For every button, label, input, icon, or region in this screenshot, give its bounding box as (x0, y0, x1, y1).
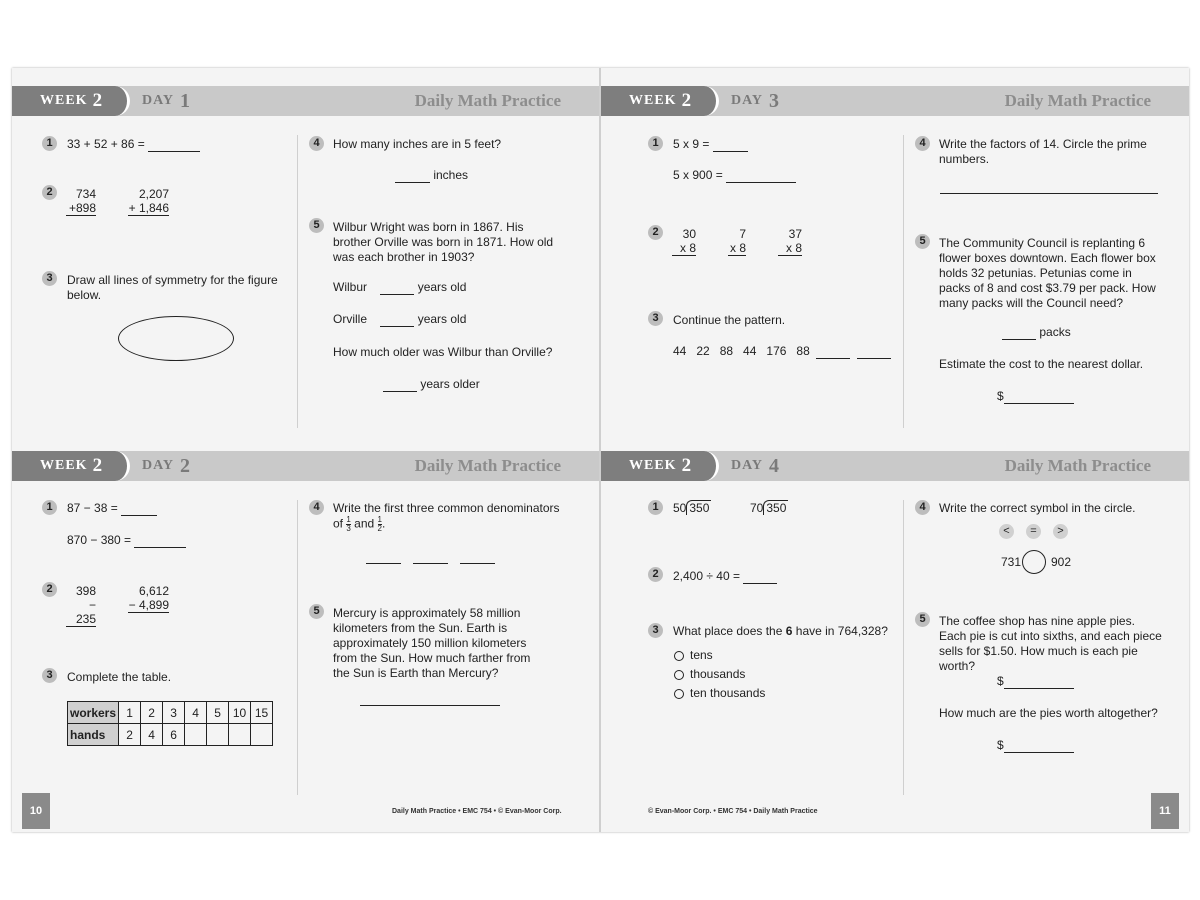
numerator: 1 (346, 515, 351, 524)
week-number: 2 (681, 90, 693, 111)
divisor: 50 (673, 501, 687, 515)
table-cell-empty[interactable] (207, 724, 229, 746)
question-number: 4 (915, 136, 930, 151)
compare-left-number: 731 (1001, 555, 1022, 569)
question-text: 33 + 52 + 86 = (67, 137, 145, 151)
highlighted-digit: 6 (785, 624, 793, 638)
question-number: 2 (648, 567, 663, 582)
subtraction-stack-a (66, 584, 96, 627)
division-equation (673, 569, 777, 584)
orville-label: Orville (333, 312, 368, 326)
question-number: 5 (309, 218, 324, 233)
table-cell: 4 (185, 702, 207, 724)
radio-circle-icon[interactable] (674, 689, 684, 699)
and-word: and (354, 516, 375, 531)
pie-worth-answer (997, 674, 1074, 689)
subtraction-stack-b (128, 584, 169, 613)
addition-problem-a (66, 187, 96, 216)
week-number: 2 (92, 455, 104, 476)
dollar-sign: $ (997, 389, 1004, 403)
question-number: 3 (648, 623, 663, 638)
day-label (731, 451, 780, 481)
week-badge (12, 86, 130, 116)
table-cell: 1 (119, 702, 141, 724)
equation-text: 5 x 900 = (673, 168, 723, 182)
week-number: 2 (681, 455, 693, 476)
question-number: 3 (42, 271, 57, 286)
question-number: 4 (309, 500, 324, 515)
day-label (731, 86, 780, 116)
day-number: 2 (180, 454, 192, 477)
book-spine (599, 68, 601, 832)
answer-blank[interactable] (1004, 688, 1074, 689)
multiplication-a (672, 227, 696, 256)
table-cell: 2 (119, 724, 141, 746)
question-number: 3 (648, 311, 663, 326)
table-row-workers (68, 702, 273, 724)
question-4-text: Write the factors of 14. Circle the prime numbers. (939, 137, 1147, 166)
answer-blank[interactable] (366, 563, 401, 564)
factor-top: 37 (788, 227, 802, 241)
week-label: WEEK (40, 93, 88, 108)
followup-question: How much older was Wilbur than Orville? (333, 345, 553, 359)
table-cell: 3 (163, 702, 185, 724)
unit-label: years old (417, 280, 467, 294)
subtraction-b (67, 533, 186, 548)
answer-blank[interactable] (816, 358, 850, 359)
less-than-symbol: < (999, 524, 1014, 539)
multiplication-c (778, 227, 802, 256)
answer-blank[interactable] (1004, 403, 1074, 404)
column-divider (903, 135, 904, 428)
answer-blank[interactable] (713, 151, 748, 152)
answer-blank[interactable] (380, 326, 414, 327)
subtraction-a (67, 501, 157, 516)
pattern-values: 44 22 88 44 176 88 (673, 344, 810, 358)
day-text: DAY (731, 93, 764, 108)
subtrahend: − 4,899 (128, 598, 169, 612)
multiplication-b (728, 227, 746, 256)
header-week2-day1 (12, 86, 599, 116)
page-number-left: 10 (22, 793, 50, 829)
inches-answer (395, 168, 468, 183)
table-cell: 6 (163, 724, 185, 746)
denominator: 3 (346, 524, 351, 533)
radio-circle-icon[interactable] (674, 670, 684, 680)
equals-symbol: = (1026, 524, 1041, 539)
day-text: DAY (142, 458, 175, 473)
answer-blank[interactable] (383, 391, 417, 392)
of-word: of (333, 516, 344, 531)
workers-hands-table (67, 701, 273, 746)
page-number-right: 11 (1151, 793, 1179, 829)
question-5-text: The coffee shop has nine apple pies. Each pie is cut into sixths, and each piece sells for $1.50. How much is each pie worth? (939, 614, 1162, 673)
greater-than-symbol: > (1053, 524, 1068, 539)
factor-bottom: x 8 (672, 241, 696, 256)
addend-top: 734 (75, 187, 96, 201)
footer-credit-right: © Evan-Moor Corp. • EMC 754 • Daily Math Practice (648, 808, 818, 815)
question-1 (67, 137, 200, 152)
question-number: 1 (648, 500, 663, 515)
week-number: 2 (92, 90, 104, 111)
option-label: ten thousands (690, 686, 766, 700)
product-a (673, 137, 748, 152)
years-older-line (383, 377, 480, 392)
header-week2-day4 (601, 451, 1189, 481)
radio-circle-icon[interactable] (674, 651, 684, 661)
total-worth-answer (997, 738, 1074, 753)
question-number: 5 (309, 604, 324, 619)
addend-bottom: +898 (66, 201, 96, 216)
dividend: 350 (686, 500, 711, 515)
question-4-text: How many inches are in 5 feet? (333, 137, 502, 151)
addend-top: 2,207 (138, 187, 169, 201)
header-title: Daily Math Practice (414, 456, 561, 475)
question-number: 4 (915, 500, 930, 515)
unit-label: inches (433, 168, 469, 182)
table-cell-empty[interactable] (229, 724, 251, 746)
option-label: thousands (690, 667, 746, 681)
answer-blank[interactable] (413, 563, 448, 564)
numerator: 1 (377, 515, 382, 524)
long-division-b (750, 501, 788, 516)
option-tens[interactable] (674, 648, 713, 663)
oval-figure (118, 316, 234, 361)
question-number: 1 (42, 136, 57, 151)
week-badge (601, 451, 719, 481)
table-cell-empty[interactable] (185, 724, 207, 746)
week-label: WEEK (40, 458, 88, 473)
table-cell: 15 (251, 702, 273, 724)
wilbur-line (333, 280, 466, 295)
question-text: have in 764,328? (795, 624, 888, 638)
week-label: WEEK (629, 93, 677, 108)
minuend: 6,612 (138, 584, 169, 598)
divisor: 70 (750, 501, 764, 515)
factor-top: 30 (682, 227, 696, 241)
dollar-sign: $ (997, 674, 1004, 688)
equation-text: 87 − 38 = (67, 501, 118, 515)
addition-problem-b (128, 187, 169, 216)
question-number: 2 (648, 225, 663, 240)
followup-question: How much are the pies worth altogether? (939, 706, 1158, 720)
question-number: 2 (42, 185, 57, 200)
question-3-text (673, 624, 888, 639)
question-4-text (333, 501, 563, 533)
factor-bottom: x 8 (778, 241, 802, 256)
question-5-text: Wilbur Wright was born in 1867. His brother Orville was born in 1871. How old was each brother in 1903? (333, 220, 554, 264)
factor-bottom: x 8 (729, 241, 746, 255)
question-text: Write the first three common denominators (333, 501, 560, 515)
unit-label: packs (1039, 325, 1071, 339)
question-number: 5 (915, 234, 930, 249)
answer-blank[interactable] (380, 294, 414, 295)
footer-credit-left: Daily Math Practice • EMC 754 • © Evan-Moor Corp. (392, 808, 562, 815)
unit-label: years old (417, 312, 467, 326)
question-number: 1 (42, 500, 57, 515)
compare-right-number: 902 (1051, 555, 1072, 569)
symbol-answer-circle[interactable] (1022, 550, 1046, 574)
table-cell: 5 (207, 702, 229, 724)
question-number: 2 (42, 582, 57, 597)
packs-answer (1002, 325, 1071, 340)
answer-blank[interactable] (460, 563, 495, 564)
pattern-sequence (673, 344, 891, 359)
day-label (142, 451, 191, 481)
long-division (673, 501, 711, 516)
subtrahend: − 235 (66, 598, 96, 627)
answer-blank[interactable] (1002, 339, 1036, 340)
column-divider (903, 500, 904, 795)
question-number: 4 (309, 136, 324, 151)
answer-line[interactable] (940, 193, 1158, 194)
answer-blank[interactable] (1004, 752, 1074, 753)
long-division (750, 501, 788, 516)
table-row-hands (68, 724, 273, 746)
day-text: DAY (731, 458, 764, 473)
header-week2-day2 (12, 451, 599, 481)
cost-answer (997, 389, 1074, 404)
denominator: 2 (377, 524, 382, 533)
long-division-a (673, 501, 711, 516)
header-title: Daily Math Practice (1004, 456, 1151, 475)
orville-line (333, 312, 466, 327)
header-title: Daily Math Practice (414, 91, 561, 110)
answer-blank[interactable] (148, 151, 200, 152)
answer-blank[interactable] (726, 182, 796, 183)
answer-blank[interactable] (857, 358, 891, 359)
day-label (142, 86, 191, 116)
column-divider (297, 135, 298, 428)
header-title: Daily Math Practice (1004, 91, 1151, 110)
answer-blank[interactable] (121, 515, 157, 516)
equation-text: 5 x 9 = (673, 137, 710, 151)
table-cell-empty[interactable] (251, 724, 273, 746)
question-3-text: Continue the pattern. (673, 313, 786, 327)
week-badge (601, 86, 719, 116)
fraction-one-third (346, 516, 350, 533)
question-number: 1 (648, 136, 663, 151)
option-thousands[interactable] (674, 667, 745, 682)
option-label: tens (690, 648, 713, 662)
table-cell: 4 (141, 724, 163, 746)
row-header: hands (68, 724, 119, 746)
equation-text: 2,400 ÷ 40 = (673, 569, 740, 583)
question-5-text: The Community Council is replanting 6 flower boxes downtown. Each flower box holds 32 petunias. Petunias come in packs of 8 and cost $3.79 per pack. How many packs will the Council need? (939, 236, 1156, 310)
followup-question: Estimate the cost to the nearest dollar. (939, 357, 1144, 371)
day-number: 3 (769, 89, 781, 112)
table-cell: 10 (229, 702, 251, 724)
dividend: 350 (763, 500, 788, 515)
dollar-sign: $ (997, 738, 1004, 752)
question-3-text: Complete the table. (67, 670, 172, 684)
day-number: 4 (769, 454, 781, 477)
question-number: 5 (915, 612, 930, 627)
week-label: WEEK (629, 458, 677, 473)
option-ten-thousands[interactable] (674, 686, 765, 701)
day-number: 1 (180, 89, 192, 112)
header-week2-day3 (601, 86, 1189, 116)
wilbur-label: Wilbur (333, 280, 368, 294)
period: . (381, 516, 386, 531)
day-text: DAY (142, 93, 175, 108)
table-cell: 2 (141, 702, 163, 724)
product-b (673, 168, 796, 183)
answer-blank[interactable] (134, 547, 186, 548)
minuend: 398 (75, 584, 96, 598)
answer-blank[interactable] (395, 182, 430, 183)
addend-bottom: + 1,846 (128, 201, 169, 215)
question-number: 3 (42, 668, 57, 683)
question-4-text: Write the correct symbol in the circle. (939, 501, 1136, 515)
answer-blank[interactable] (743, 583, 777, 584)
equation-text: 870 − 380 = (67, 533, 132, 547)
question-text: What place does the (673, 624, 783, 638)
column-divider (297, 500, 298, 795)
factor-top: 7 (739, 227, 746, 241)
question-5-text: Mercury is approximately 58 million kilometers from the Sun. Earth is approximately 150 million kilometers from the Sun. How much farther from the Sun is Earth than Mercury? (333, 606, 531, 680)
row-header: workers (68, 702, 119, 724)
week-badge (12, 451, 130, 481)
answer-line[interactable] (360, 705, 500, 706)
unit-label: years older (420, 377, 480, 391)
question-3-text: Draw all lines of symmetry for the figure below. (67, 273, 278, 302)
